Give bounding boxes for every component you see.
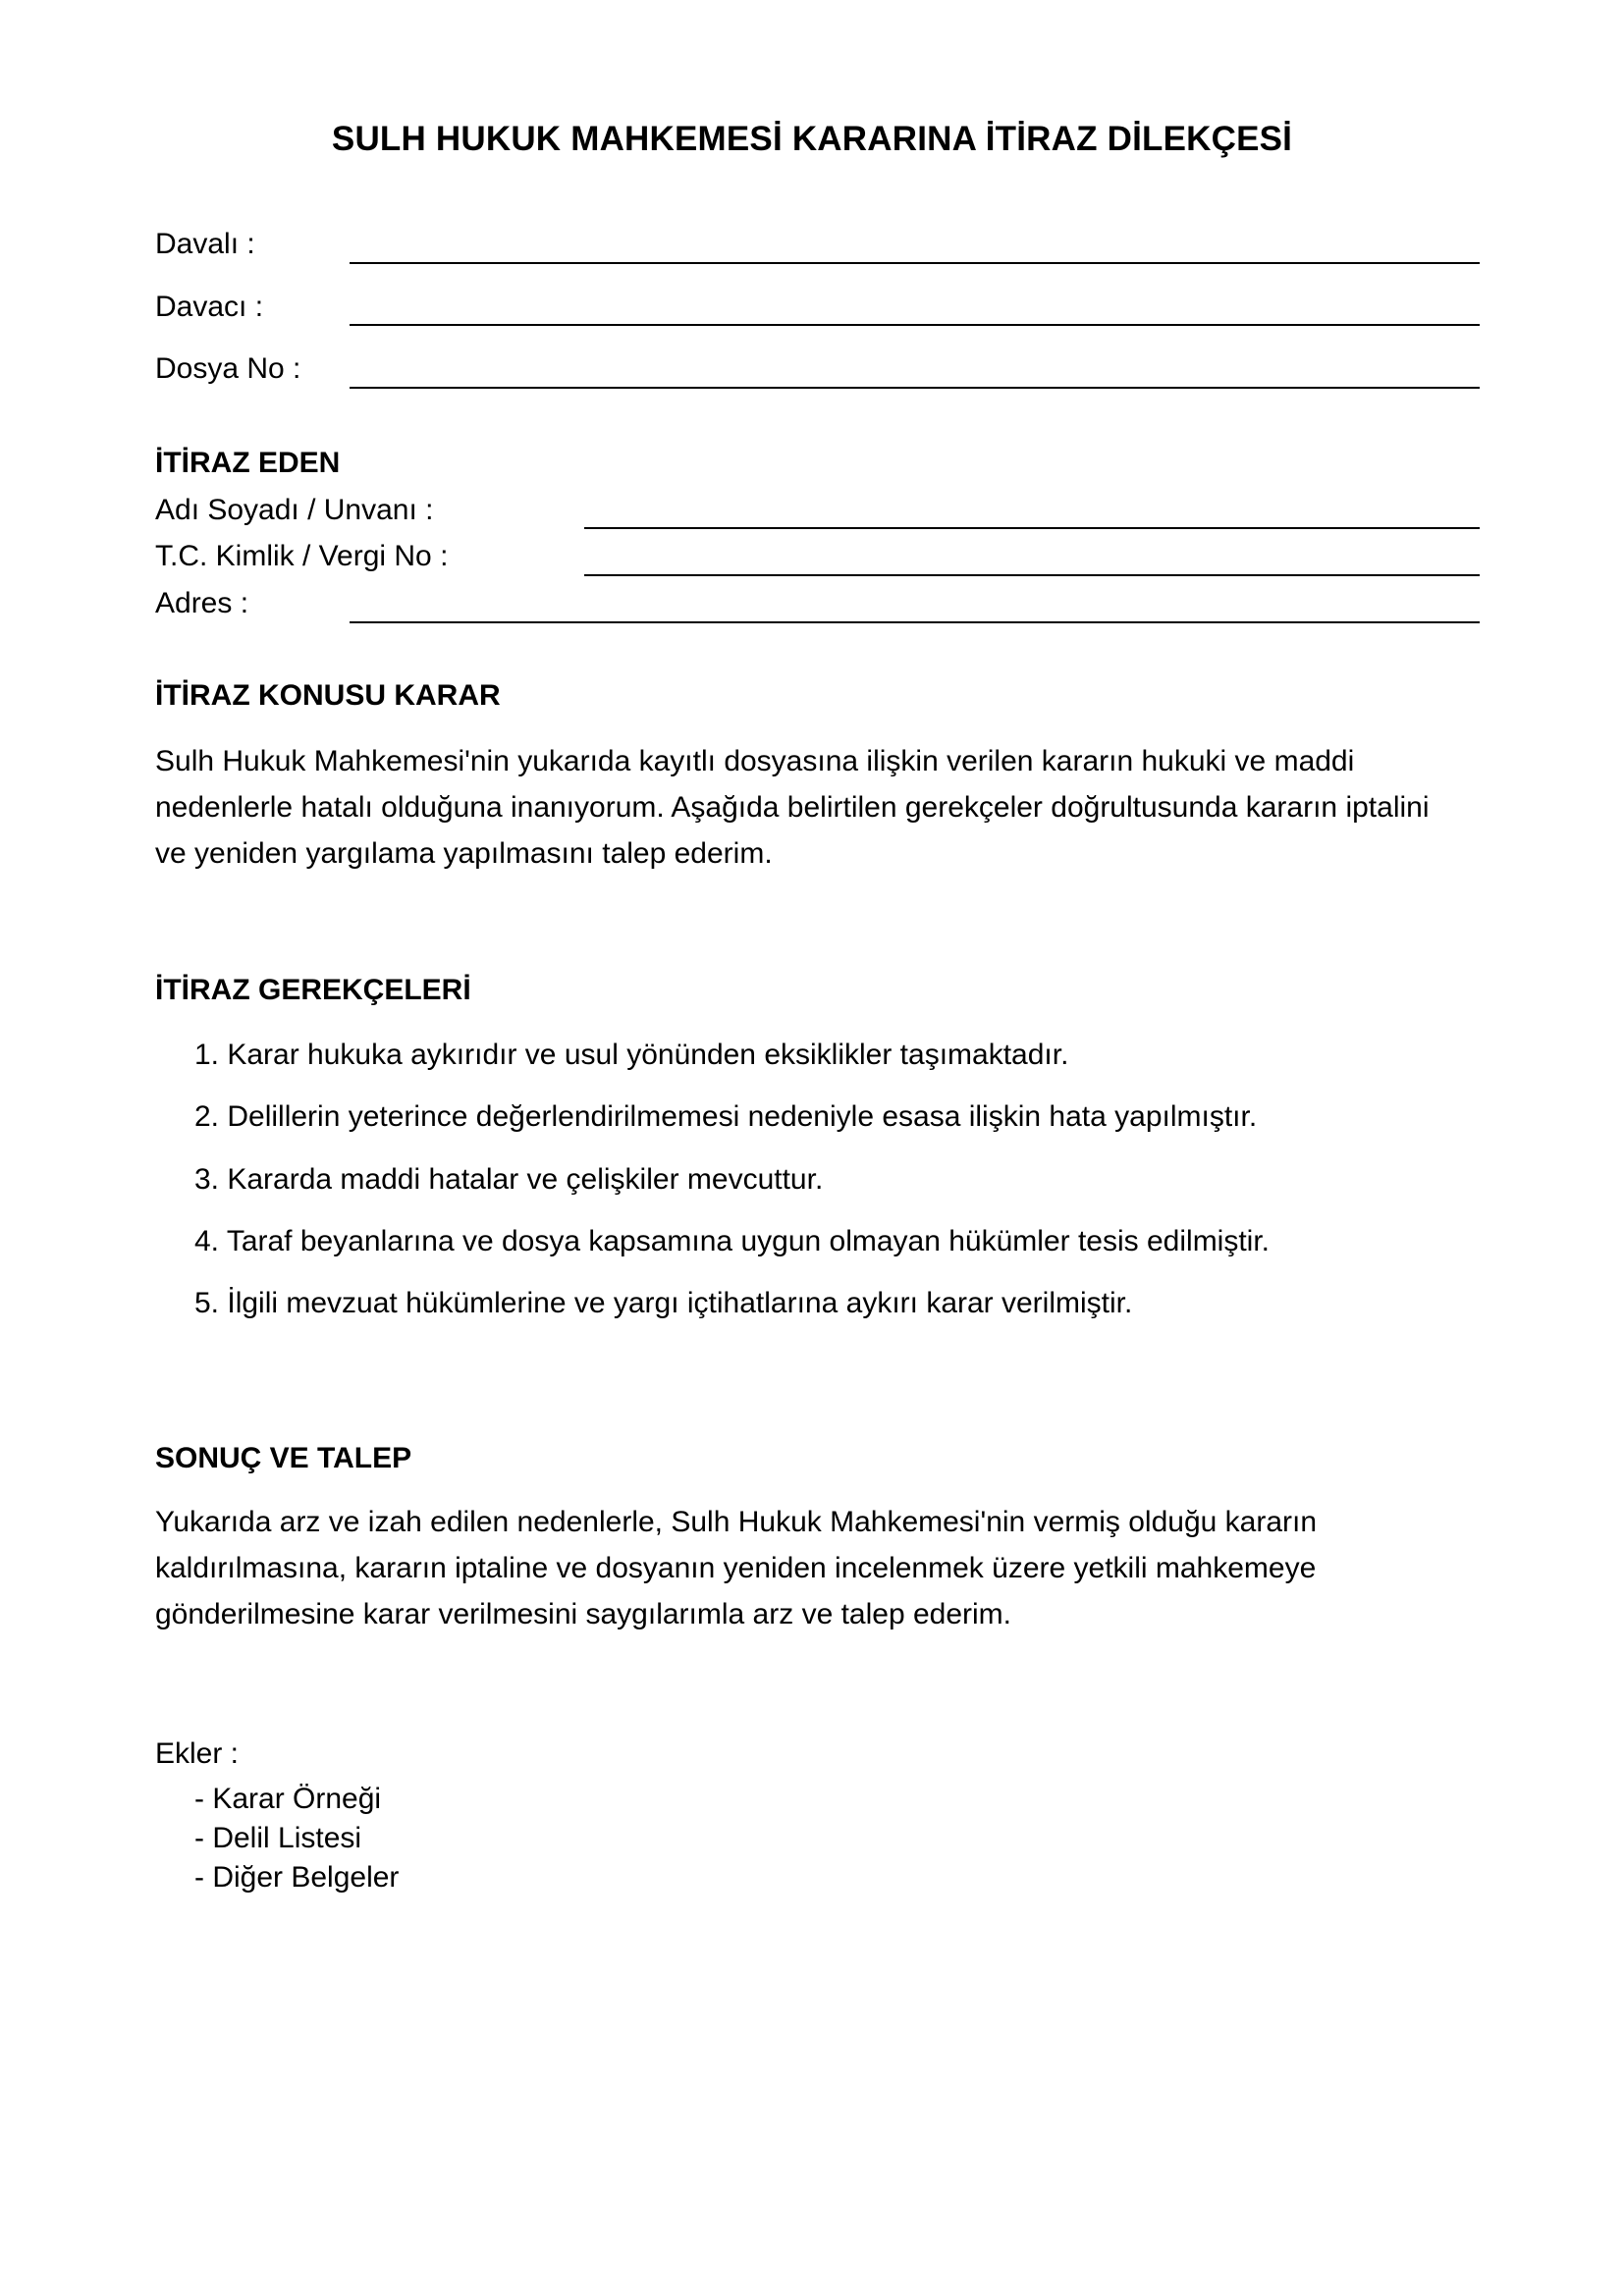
defendant-label: Davalı : (155, 228, 255, 260)
attachment-item: - Delil Listesi (194, 1822, 362, 1854)
grounds-item: 2. Delillerin yeterince değerlendirilmemesi nedeniyle esasa ilişkin hata yapılmıştır. (194, 1100, 1258, 1133)
grounds-item: 1. Karar hukuka aykırıdır ve usul yönünden eksiklikler taşımaktadır. (194, 1039, 1069, 1071)
grounds-item: 4. Taraf beyanlarına ve dosya kapsamına uygun olmayan hükümler tesis edilmiştir. (194, 1225, 1271, 1257)
grounds-item: 5. İlgili mevzuat hükümlerine ve yargı içtihatlarına aykırı karar verilmiştir. (194, 1287, 1133, 1319)
decision-paragraph (155, 738, 1481, 877)
objector-name-fill-line (584, 527, 1480, 529)
grounds-item: 3. Kararda maddi hatalar ve çelişkiler mevcuttur. (194, 1163, 824, 1196)
objector-address-fill-line (350, 621, 1480, 623)
objector-heading: İTİRAZ EDEN (155, 447, 341, 479)
conclusion-line: gönderilmesine karar verilmesini saygılarımla arz ve talep ederim. (155, 1598, 1012, 1630)
conclusion-heading: SONUÇ VE TALEP (155, 1442, 412, 1474)
file-no-label: Dosya No : (155, 352, 301, 385)
grounds-heading: İTİRAZ GEREKÇELERİ (155, 974, 471, 1006)
objector-address-label: Adres : (155, 587, 249, 619)
attachments-label: Ekler : (155, 1737, 240, 1770)
decision-line: Sulh Hukuk Mahkemesi'nin yukarıda kayıtlı dosyasına ilişkin verilen kararın hukuki ve maddi (155, 745, 1355, 777)
objector-id-fill-line (584, 574, 1480, 576)
decision-line: ve yeniden yargılama yapılmasını talep ederim. (155, 837, 773, 870)
file-no-fill-line (350, 387, 1480, 389)
conclusion-paragraph (155, 1499, 1481, 1637)
decision-line: nedenlerle hatalı olduğuna inanıyorum. Aşağıda belirtilen gerekçeler doğrultusunda kararın iptalini (155, 791, 1430, 824)
conclusion-line: kaldırılmasına, kararın iptaline ve dosyanın yeniden incelenmek üzere yetkili mahkemeye (155, 1552, 1317, 1584)
attachment-item: - Karar Örneği (194, 1783, 382, 1815)
objector-id-label: T.C. Kimlik / Vergi No : (155, 540, 449, 572)
defendant-fill-line (350, 262, 1480, 264)
objector-name-label: Adı Soyadı / Unvanı : (155, 494, 434, 526)
document-title: SULH HUKUK MAHKEMESİ KARARINA İTİRAZ DİLEKÇESİ (331, 120, 1293, 158)
plaintiff-fill-line (350, 324, 1480, 326)
plaintiff-label: Davacı : (155, 291, 264, 323)
attachment-item: - Diğer Belgeler (194, 1861, 400, 1894)
decision-heading: İTİRAZ KONUSU KARAR (155, 679, 501, 712)
conclusion-line: Yukarıda arz ve izah edilen nedenlerle, Sulh Hukuk Mahkemesi'nin vermiş olduğu kararın (155, 1506, 1318, 1538)
